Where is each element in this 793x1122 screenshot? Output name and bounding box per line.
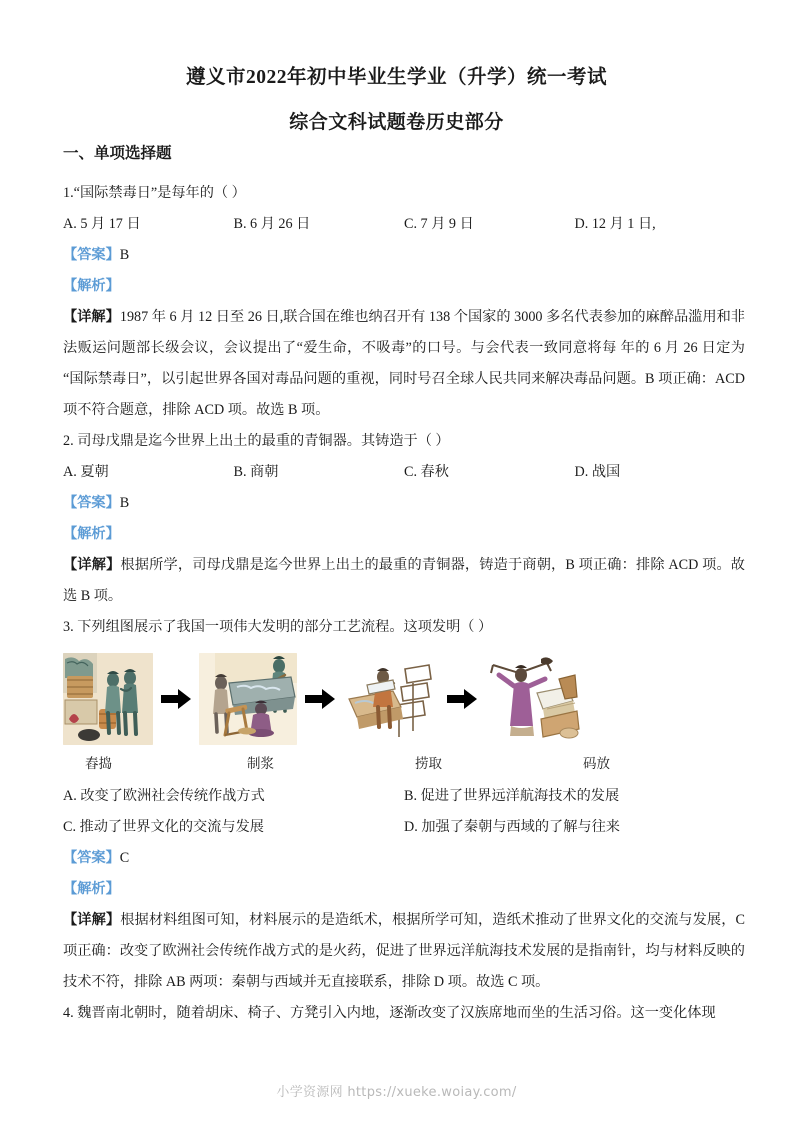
question-2-analysis-tag <box>63 519 745 550</box>
stacking-illustration-art <box>485 653 581 745</box>
figure-caption-2: 制浆 <box>247 755 274 772</box>
section-heading: 一、单项选择题 <box>63 145 172 162</box>
pulping-illustration-art <box>199 653 297 745</box>
papermaking-process-figure <box>63 649 745 749</box>
question-2-option-b[interactable]: B. 商朝 <box>233 463 279 480</box>
right-arrow-icon <box>305 688 335 710</box>
figure-captions <box>63 751 745 777</box>
figure-panel-3 <box>343 653 439 745</box>
question-3-options-row-1 <box>63 781 745 812</box>
question-3-options-row-2 <box>63 812 745 843</box>
question-1-option-b[interactable]: B. 6 月 26 日 <box>233 215 311 232</box>
figure-panel-2 <box>199 653 297 745</box>
figure-caption-4: 码放 <box>583 755 610 772</box>
question-1-option-c[interactable]: C. 7 月 9 日 <box>404 215 474 232</box>
question-1-option-d[interactable]: D. 12 月 1 日, <box>574 215 656 232</box>
question-2-detail <box>63 550 745 612</box>
exam-content <box>63 145 745 1029</box>
question-3-option-c[interactable]: C. 推动了世界文化的交流与发展 <box>63 818 264 835</box>
analysis-tag: 【解析】 <box>63 525 120 542</box>
right-arrow-icon <box>161 688 191 710</box>
detail-tag: 【详解】 <box>63 308 120 325</box>
answer-tag: 【答案】 <box>63 849 120 866</box>
document-subtitle: 综合文科试题卷历史部分 <box>289 112 504 134</box>
question-3 <box>63 612 745 998</box>
question-1-detail-text: 1987 年 6 月 12 日至 26 日,联合国在维也纳召开有 138 个国家的 3000 多名代表参加的麻醉品滥用和非法贩运问题部长级会议，会议提出了“爱生命，不吸毒”的口号。与会代表一致同意将每 年的 6 月 26 日定为“国际禁毒日”，以引起世界各国对毒品问题的重视，同时号召全球人民共同来解决毒品问题。B 项正确：ACD 项不符合题意，排除 ACD 项。故选 B 项。 <box>63 308 745 418</box>
question-2-detail-text: 根据所学，司母戊鼎是迄今世界上出土的最重的青铜器，铸造于商朝，B 项正确：排除 ACD 项。故选 B 项。 <box>63 556 745 604</box>
question-3-detail <box>63 905 745 998</box>
scooping-illustration <box>343 653 439 745</box>
site-watermark: 小学资源网 https://xueke.woiay.com/ <box>276 1085 517 1100</box>
question-3-answer-value: C <box>119 849 130 866</box>
question-2-answer-value: B <box>119 494 130 511</box>
question-2-option-c[interactable]: C. 春秋 <box>404 463 449 480</box>
pounding-illustration <box>63 653 153 745</box>
analysis-tag: 【解析】 <box>63 880 120 897</box>
question-1-answer <box>63 240 745 271</box>
scooping-illustration-art <box>343 653 439 745</box>
answer-tag: 【答案】 <box>63 246 120 263</box>
question-3-option-a[interactable]: A. 改变了欧洲社会传统作战方式 <box>63 787 265 804</box>
analysis-tag: 【解析】 <box>63 277 120 294</box>
question-2-option-a[interactable]: A. 夏朝 <box>63 463 109 480</box>
right-arrow-icon <box>447 688 477 710</box>
process-arrow-2-container <box>297 649 343 749</box>
question-2 <box>63 426 745 612</box>
figure-caption-1: 舂捣 <box>85 755 112 772</box>
answer-tag: 【答案】 <box>63 494 120 511</box>
question-4-stem: 4. 魏晋南北朝时，随着胡床、椅子、方凳引入内地，逐渐改变了汉族席地而坐的生活习俗。这一变化体现 <box>63 1004 716 1021</box>
figure-panel-4 <box>485 653 581 745</box>
process-arrow-1-container <box>153 649 199 749</box>
question-1 <box>63 178 745 426</box>
question-3-option-b[interactable]: B. 促进了世界远洋航海技术的发展 <box>404 787 620 804</box>
question-2-stem: 2. 司母戊鼎是迄今世界上出土的最重的青铜器。其铸造于（ ） <box>63 432 450 449</box>
pulping-illustration <box>199 653 297 745</box>
figure-caption-3: 捞取 <box>415 755 442 772</box>
document-title: 遵义市2022年初中毕业生学业（升学）统一考试 <box>185 67 607 88</box>
question-1-stem: 1.“国际禁毒日”是每年的（ ） <box>63 184 246 201</box>
question-3-answer <box>63 843 745 874</box>
process-arrow-3-container <box>439 649 485 749</box>
question-2-answer <box>63 488 745 519</box>
detail-tag: 【详解】 <box>63 911 121 928</box>
pounding-illustration-art <box>63 653 153 745</box>
question-4 <box>63 998 745 1029</box>
question-1-option-a[interactable]: A. 5 月 17 日 <box>63 215 141 232</box>
detail-tag: 【详解】 <box>63 556 121 573</box>
question-3-analysis-tag <box>63 874 745 905</box>
stacking-illustration <box>485 653 581 745</box>
question-3-stem: 3. 下列组图展示了我国一项伟大发明的部分工艺流程。这项发明（ ） <box>63 618 493 635</box>
question-2-options <box>63 457 745 488</box>
figure-panel-1 <box>63 653 153 745</box>
question-1-answer-value: B <box>119 246 130 263</box>
question-2-option-d[interactable]: D. 战国 <box>574 463 621 480</box>
question-1-options <box>63 209 745 240</box>
question-3-detail-text: 根据材料组图可知，材料展示的是造纸术，根据所学可知，造纸术推动了世界文化的交流与发展，C 项正确：改变了欧洲社会传统作战方式的是火药，促进了世界远洋航海技术发展的是指南针，均与材料反映的技术不符，排除 AB 两项：秦朝与西域并无直接联系，排除 D 项。故选 C 项。 <box>63 911 745 990</box>
question-1-detail <box>63 302 745 426</box>
question-1-analysis-tag <box>63 271 745 302</box>
question-3-option-d[interactable]: D. 加强了秦朝与西域的了解与往来 <box>404 818 620 835</box>
